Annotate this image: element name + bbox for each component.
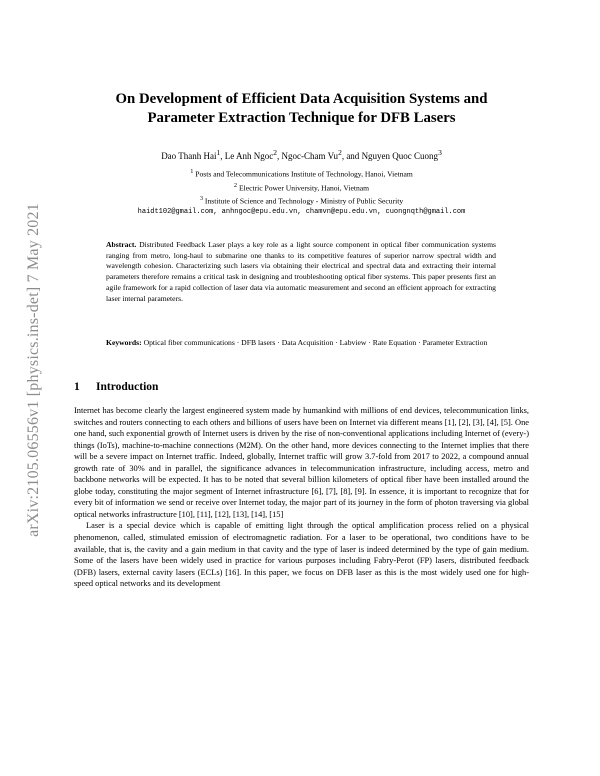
author-superscript: 2 xyxy=(338,148,342,157)
arxiv-stamp xyxy=(20,160,48,580)
title-line-1: On Development of Efficient Data Acquisition Systems and xyxy=(115,91,488,107)
affiliation-2: $^2$ Electric Power University, Hanoi, Vietnam xyxy=(233,181,370,193)
abstract-text: Distributed Feedback Laser plays a key role as a light source component in optical fiber communication systems ranging from metro, long-haul to submarine one thanks to its competitive features of superior narrow spectral width and wavelength cohesion. Characterizing such lasers via obtaining their electrical and spectral data and extracting their internal parameters therefore remains a critical task in designing and troubleshooting optical fiber systems. This paper presents first an agile framework for a rapid collection of laser data via automatic measurement and second an efficient approach for extracting laser internal parameters. xyxy=(106,240,496,303)
keywords-label: Keywords: xyxy=(106,338,142,347)
paragraph: Internet has become clearly the largest engineered system made by humankind with millions of end devices, telecommunication links, switches and routers connecting to each others and billions of users have been on Internet via different means [1], [2], [3], [4], [5]. One one hand, such exponential growth of Internet users is driven by the rise of non-conventional applications including Internet of (every-) things (IoTs), machine-to-machine connections (M2M). On the other hand, more devices connecting to the Internet implies that there will be a severe impact on Internet traffic. Indeed, globally, Internet traffic will grow 3.7-fold from 2017 to 2022, a compound annual growth rate of 30% and in parallel, the significance advances in telecommunication infrastructure, including access, metro and backbone networks will be expected. It has to be noted that several billion kilometers of optical fiber have been installed around the globe today, constituting the major segment of Internet infrastructure [6], [7], [8], [9]. In essence, it is important to recognize that for every bit of information we send or receive over Internet today, the major part of its journey in the form of photon traversing via global optical networks infrastructure [10], [11], [12], [13], [14], [15] xyxy=(74,406,529,519)
paragraph: Laser is a special device which is capable of emitting light through the optical amplification process relied on a physical phenomenon, called, stimulated emission of electromagnetic radiation. For a laser to be operational, two conditions have to be available, that is, the cavity and a gain medium in that cavity and the type of laser is indeed determined by the type of gain medium. Some of the lasers have been widely used in practice for various purposes including Fabry-Perot (FP) lasers, distributed feedback (DFB) lasers, external cavity lasers (ECLs) [16]. In this paper, we focus on DFB laser as this is the most widely used one for high-speed optical networks and its development xyxy=(74,521,529,589)
abstract xyxy=(106,240,496,304)
section-heading xyxy=(74,380,158,394)
author-name: Ngoc-Cham Vu xyxy=(281,151,339,161)
keywords-text: Optical fiber communications · DFB lasers · Data Acquisition · Labview · Rate Equation · Parameter Extraction xyxy=(143,338,488,347)
author-superscript: 3 xyxy=(438,148,442,157)
abstract-label: Abstract. xyxy=(106,240,137,249)
author-name: Nguyen Quoc Cuong xyxy=(361,151,439,161)
affiliation-3: $^3$ Institute of Science and Technology - Ministry of Public Security xyxy=(199,195,404,206)
author-superscript: 2 xyxy=(273,148,278,157)
title-line-2: Parameter Extraction Technique for DFB Lasers xyxy=(147,110,456,126)
arxiv-stamp-text: arXiv:2105.06556v1 [physics.ins-det] 7 May 2021 xyxy=(25,203,42,537)
section-number: 1 xyxy=(74,381,80,393)
keywords xyxy=(106,338,496,349)
author-emails: haidt102@gmail.com, anhngoc@epu.edu.vn, chamvn@epu.edu.vn, cuongnqth@gmail.com xyxy=(137,207,466,216)
author-name: Le Anh Ngoc xyxy=(224,151,274,161)
author-superscript: 1 xyxy=(216,148,221,157)
author-list: Dao Thanh Hai$^1$, Le Anh Ngoc$^2$, Ngoc-Cham Vu$^2$, and Nguyen Quoc Cuong$^3$ xyxy=(161,148,442,161)
affiliation-1: $^1$ Posts and Telecommunications Institute of Technology, Hanoi, Vietnam xyxy=(190,168,413,179)
affiliations xyxy=(74,166,529,218)
author-name: Dao Thanh Hai xyxy=(161,151,217,161)
section-body xyxy=(74,405,529,590)
paper-title xyxy=(74,90,529,128)
section-title: Introduction xyxy=(96,381,159,393)
